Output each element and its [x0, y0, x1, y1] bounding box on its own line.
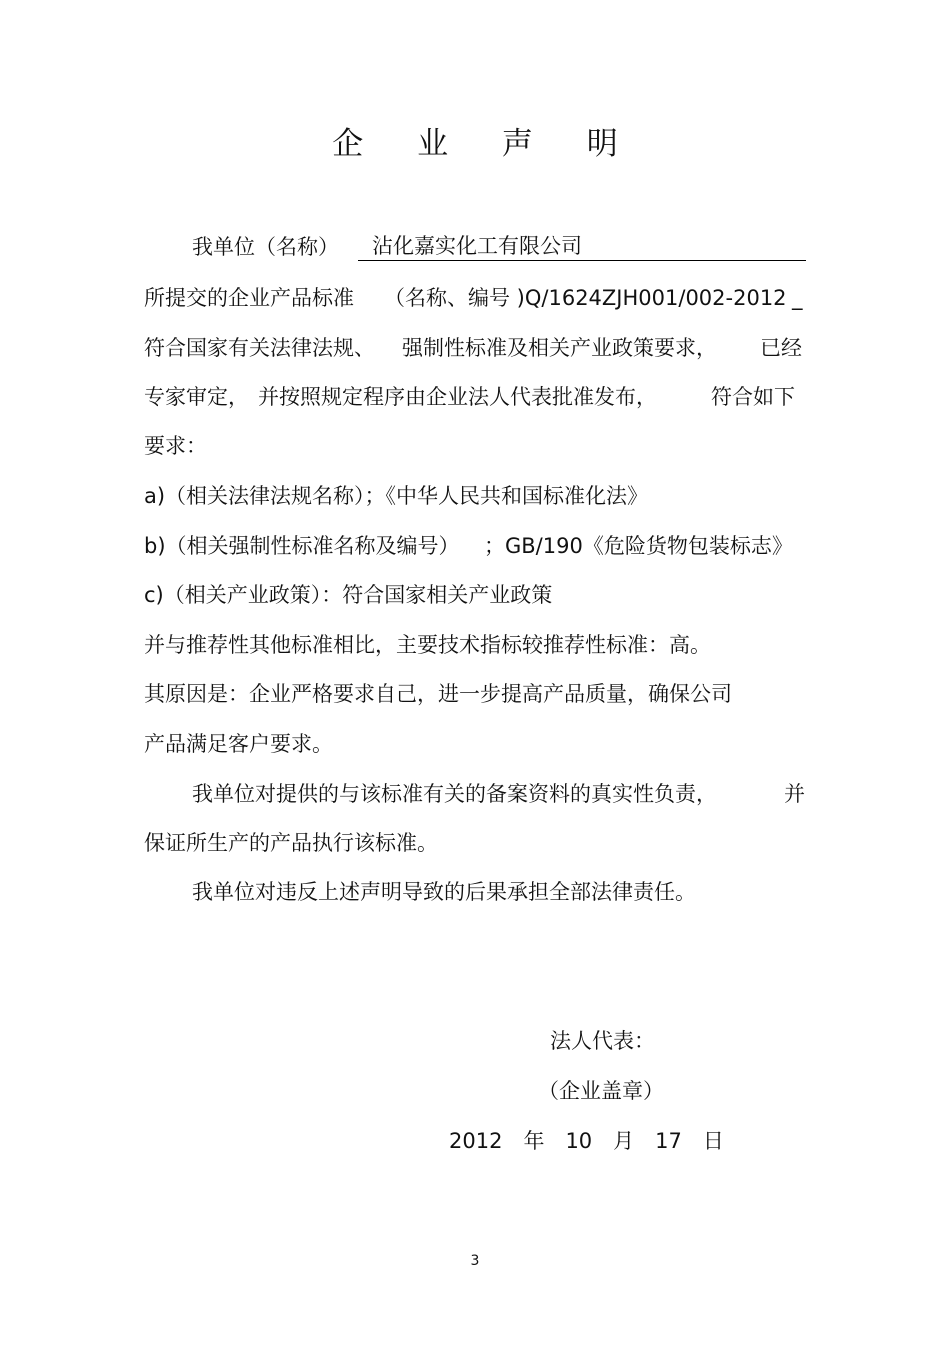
signature-date: 2012 年 10 月 17 日: [449, 1129, 724, 1153]
item-a: a)（相关法律法规名称）；《中华人民共和国标准化法》: [144, 484, 649, 508]
para1-line5: 要求：: [144, 434, 207, 458]
responsibility-line-1: 我单位对提供的与该标准有关的备案资料的真实性负责，: [192, 782, 717, 806]
reason-line-1: 其原因是：企业严格要求自己，进一步提高产品质量，确保公司: [144, 682, 732, 706]
page-number: 3: [470, 1253, 480, 1269]
reason-line-2: 产品满足客户要求。: [144, 732, 333, 756]
compare-text: 并与推荐性其他标准相比，主要技术指标较推荐性标准：高。: [144, 633, 711, 657]
intro-prefix: 我单位（名称）: [192, 235, 339, 259]
item-b-label: b)（相关强制性标准名称及编号）: [144, 534, 460, 558]
para1-line4-c: 符合如下: [711, 385, 795, 409]
para1-line3-c: 已经: [760, 336, 802, 360]
para1-line4-a: 专家审定，: [144, 385, 249, 409]
page-title: 企 业 声 明: [332, 126, 640, 162]
responsibility-line-1-end: 并: [784, 782, 805, 806]
legal-representative-label: 法人代表：: [550, 1029, 655, 1053]
para1-line3-a: 符合国家有关法律法规、: [144, 336, 375, 360]
company-name: 沾化嘉实化工有限公司: [358, 232, 806, 261]
responsibility-line-2: 保证所生产的产品执行该标准。: [144, 831, 438, 855]
item-b-value: ；GB/190《危险货物包装标志》: [484, 534, 793, 558]
company-seal-label: （企业盖章）: [538, 1079, 664, 1103]
liability-statement: 我单位对违反上述声明导致的后果承担全部法律责任。: [192, 880, 696, 904]
para1-line2-c: _: [792, 286, 803, 310]
para1-line4-b: 并按照规定程序由企业法人代表批准发布，: [258, 385, 657, 409]
para1-line2-a: 所提交的企业产品标准: [144, 286, 354, 310]
item-c: c)（相关产业政策）：符合国家相关产业政策: [144, 583, 553, 607]
para1-line3-b: 强制性标准及相关产业政策要求，: [402, 336, 717, 360]
para1-line2-b: （名称、编号 )Q/1624ZJH001/002-2012: [384, 286, 787, 310]
